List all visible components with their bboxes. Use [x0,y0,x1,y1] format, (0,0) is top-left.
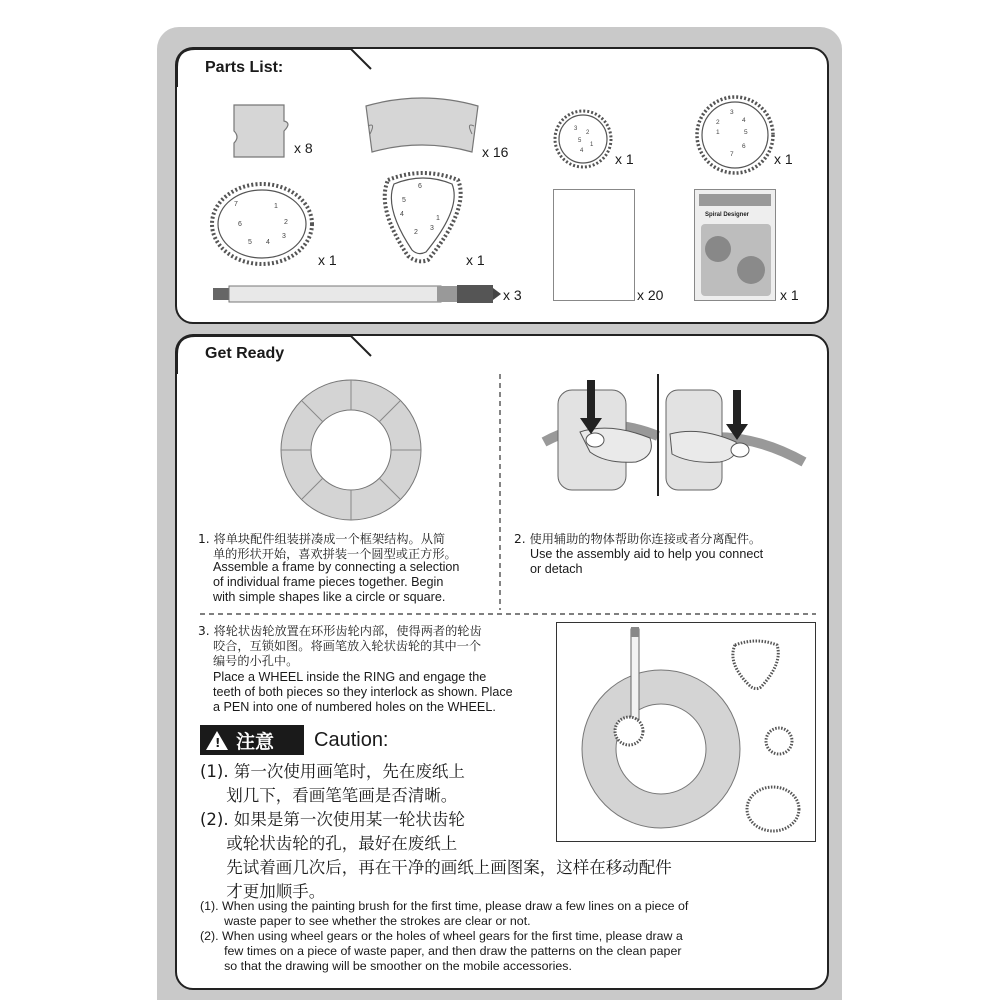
svg-text:2: 2 [586,130,590,136]
svg-text:1: 1 [716,129,720,136]
svg-text:3: 3 [574,126,578,132]
triangle-wheel-illustration [378,168,468,268]
paper-sheet-illustration [553,189,635,301]
step1-en-text: Assemble a frame by connecting a selection of individual frame pieces together. Begin with simple shapes like a circle or square. [213,560,460,604]
large-wheel-qty: x 1 [774,151,793,167]
svg-text:3: 3 [730,109,734,116]
paper-qty: x 20 [637,287,664,303]
ring-piece-qty: x 16 [482,144,509,160]
caution-cn-text: (1). 第一次使用画笔时，先在废纸上 划几下，看画笔笔画是否清晰。 (2). 如果是第一次使用某一轮状齿轮 或轮状齿轮的孔，最好在废纸上 先试着画几次后，再在干净的画纸上画图案，这样在移动配件 才更加顺手。 [200,762,672,901]
caution-label: Caution: [314,729,389,751]
svg-text:4: 4 [400,211,404,218]
frame-piece-qty: x 8 [294,140,313,156]
ring-frame-illustration [271,375,431,525]
svg-text:3: 3 [282,233,286,240]
svg-text:2: 2 [284,219,288,226]
svg-text:2: 2 [716,119,720,126]
step2-en-text: Use the assembly aid to help you connect or detach [530,547,764,576]
svg-text:1: 1 [274,203,278,210]
pen-illustration [211,282,503,306]
svg-text:5: 5 [744,129,748,136]
step3-cn-text: 3. 将轮状齿轮放置在环形齿轮内部，使得两者的轮齿 咬合，互锁如图。将画笔放入轮状齿轮的其中一个 编号的小孔中。 [198,624,482,668]
large-wheel-illustration [694,94,776,176]
triangle-wheel-qty: x 1 [466,252,485,268]
svg-text:5: 5 [248,239,252,246]
svg-text:4: 4 [742,117,746,124]
oval-wheel-qty: x 1 [318,252,337,268]
svg-text:1: 1 [590,142,594,148]
svg-text:6: 6 [418,183,422,190]
svg-text:5: 5 [578,138,582,144]
caution-en-text: (1). When using the painting brush for the first time, please draw a few lines on a piece of waste paper to see whether the strokes are clear or not. (2). When using wheel gears or the holes of wheel gears for the first time, please draw a few times on a piece of waste paper, and then draw the patterns on the clean paper so that the drawing will be smoother on the mobile accessories. [200,899,689,973]
oval-wheel-illustration [208,180,316,268]
svg-text:7: 7 [234,201,238,208]
step3-en-text: Place a WHEEL inside the RING and engage the teeth of both pieces so they interlock as shown. Place a PEN into one of numbered holes on the WHEEL. [213,670,513,714]
small-wheel-qty: x 1 [615,151,634,167]
caution-badge [200,725,304,755]
svg-text:6: 6 [742,143,746,150]
svg-text:6: 6 [238,221,242,228]
svg-text:5: 5 [402,197,406,204]
svg-text:2: 2 [414,229,418,236]
svg-text:4: 4 [580,148,584,154]
assembly-aid-illustration [540,372,810,498]
svg-text:4: 4 [266,239,270,246]
step1-cn-text: 1. 将单块配件组装拼凑成一个框架结构。从简 单的形状开始，喜欢拼装一个圆型或正方形。 [198,532,457,561]
svg-text:7: 7 [730,151,734,158]
booklet-illustration: Spiral Designer [694,189,776,301]
parts-list-title: Parts List: [205,59,284,76]
small-wheel-illustration [552,108,614,170]
booklet-qty: x 1 [780,287,799,303]
step2-cn-text: 2. 使用辅助的物体帮助你连接或者分离配件。 [514,532,762,546]
caution-badge-label: 注意 [236,730,275,753]
svg-text:3: 3 [430,225,434,232]
pen-qty: x 3 [503,287,522,303]
frame-piece-illustration [228,103,292,159]
get-ready-title: Get Ready [205,345,285,362]
svg-text:1: 1 [436,215,440,222]
ring-piece-illustration [362,96,482,158]
warning-icon: ! [206,731,228,750]
